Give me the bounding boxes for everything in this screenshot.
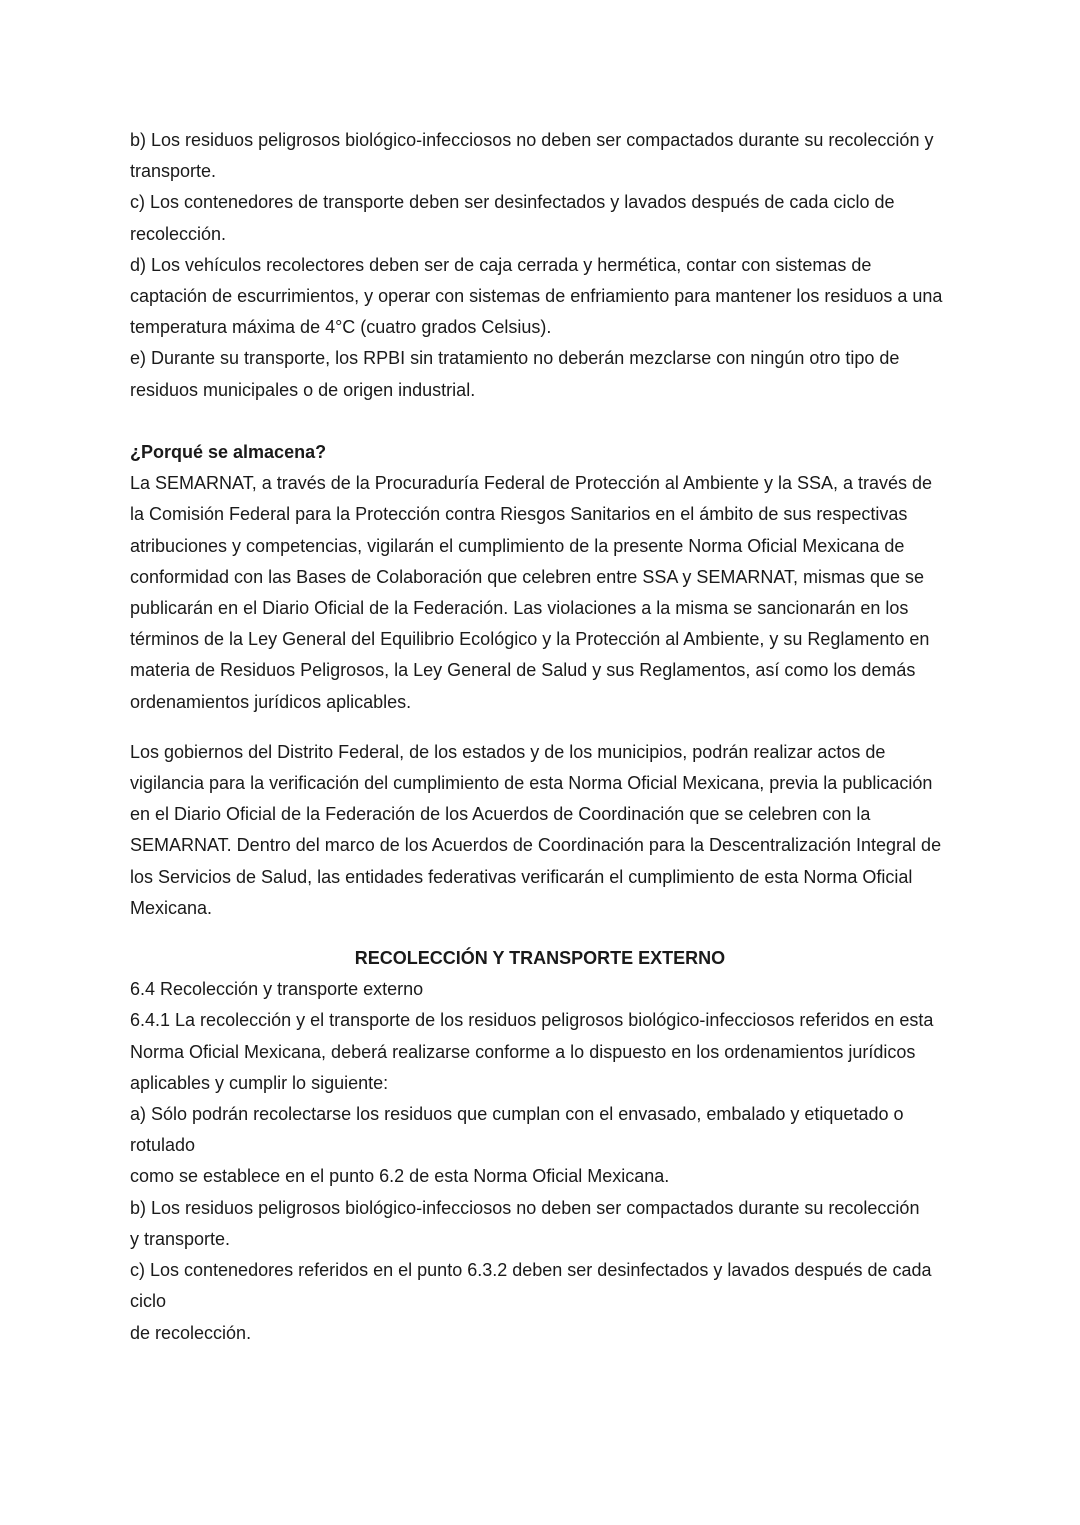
- text-line: La SEMARNAT, a través de la Procuraduría Federal de Protección al Ambiente y la SSA, a través de: [130, 473, 933, 494]
- document-page: [130, 125, 960, 1349]
- text-line: ciclo: [130, 1291, 167, 1312]
- text-line: términos de la Ley General del Equilibrio Ecológico y la Protección al Ambiente, y su Reglamento en: [130, 629, 930, 650]
- text-line: como se establece en el punto 6.2 de esta Norma Oficial Mexicana.: [130, 1166, 670, 1187]
- text-line: materia de Residuos Peligrosos, la Ley General de Salud y sus Reglamentos, así como los demás: [130, 660, 916, 681]
- heading-why-stored: ¿Porqué se almacena?: [130, 442, 327, 463]
- text-line: 6.4.1 La recolección y el transporte de los residuos peligrosos biológico-infecciosos referidos en esta: [130, 1010, 934, 1031]
- heading-recoleccion: RECOLECCIÓN Y TRANSPORTE EXTERNO: [354, 948, 726, 969]
- text-line: publicarán en el Diario Oficial de la Federación. Las violaciones a la misma se sancionarán en los: [130, 598, 909, 619]
- text-line: atribuciones y competencias, vigilarán el cumplimiento de la presente Norma Oficial Mexicana de: [130, 535, 905, 556]
- text-line: b) Los residuos peligrosos biológico-infecciosos no deben ser compactados durante su recolección: [130, 1197, 920, 1218]
- text-line: b) Los residuos peligrosos biológico-infecciosos no deben ser compactados durante su recolección y: [130, 130, 934, 150]
- paragraph-gobiernos: [130, 737, 960, 924]
- text-line: recolección.: [130, 223, 227, 244]
- text-line: residuos municipales o de origen industrial.: [130, 379, 476, 400]
- text-line: vigilancia para la verificación del cumplimiento de esta Norma Oficial Mexicana, previa la publicación: [130, 773, 933, 794]
- text-line: en el Diario Oficial de la Federación de los Acuerdos de Coordinación que se celebren con la: [130, 804, 871, 825]
- text-line: la Comisión Federal para la Protección contra Riesgos Sanitarios en el ámbito de sus respectivas: [130, 504, 908, 525]
- text-line: e) Durante su transporte, los RPBI sin tratamiento no deberán mezclarse con ningún otro tipo de: [130, 348, 900, 369]
- text-line: captación de escurrimientos, y operar con sistemas de enfriamiento para mantener los residuos a una: [130, 286, 943, 307]
- section-recoleccion: [130, 974, 960, 1348]
- text-line: Los gobiernos del Distrito Federal, de los estados y de los municipios, podrán realizar actos de: [130, 741, 886, 762]
- text-line: Mexicana.: [130, 897, 213, 918]
- text-line: aplicables y cumplir lo siguiente:: [130, 1072, 389, 1093]
- text-line: y transporte.: [130, 1228, 231, 1249]
- text-line: SEMARNAT. Dentro del marco de los Acuerdos de Coordinación para la Descentralización Integral de: [130, 835, 942, 856]
- text-line: rotulado: [130, 1135, 196, 1156]
- text-line: los Servicios de Salud, las entidades federativas verificarán el cumplimiento de esta Norma Oficial: [130, 866, 913, 887]
- text-line: Norma Oficial Mexicana, deberá realizarse conforme a lo dispuesto en los ordenamientos jurídicos: [130, 1041, 916, 1062]
- paragraph-semarnat: [130, 468, 960, 718]
- text-line: temperatura máxima de 4°C (cuatro grados Celsius).: [130, 317, 552, 338]
- text-line: de recolección.: [130, 1322, 252, 1343]
- text-line: d) Los vehículos recolectores deben ser de caja cerrada y hermética, contar con sistemas de: [130, 254, 872, 275]
- text-line: c) Los contenedores de transporte deben ser desinfectados y lavados después de cada ciclo de: [130, 192, 895, 213]
- text-line: a) Sólo podrán recolectarse los residuos que cumplan con el envasado, embalado y etiquetado o: [130, 1104, 904, 1125]
- section-transport-rules: [130, 125, 960, 406]
- text-line: 6.4 Recolección y transporte externo: [130, 979, 424, 1000]
- text-line: transporte.: [130, 161, 217, 182]
- text-line: c) Los contenedores referidos en el punto 6.3.2 deben ser desinfectados y lavados después de cada: [130, 1260, 932, 1281]
- text-line: ordenamientos jurídicos aplicables.: [130, 691, 412, 712]
- text-line: conformidad con las Bases de Colaboración que celebren entre SSA y SEMARNAT, mismas que se: [130, 566, 925, 587]
